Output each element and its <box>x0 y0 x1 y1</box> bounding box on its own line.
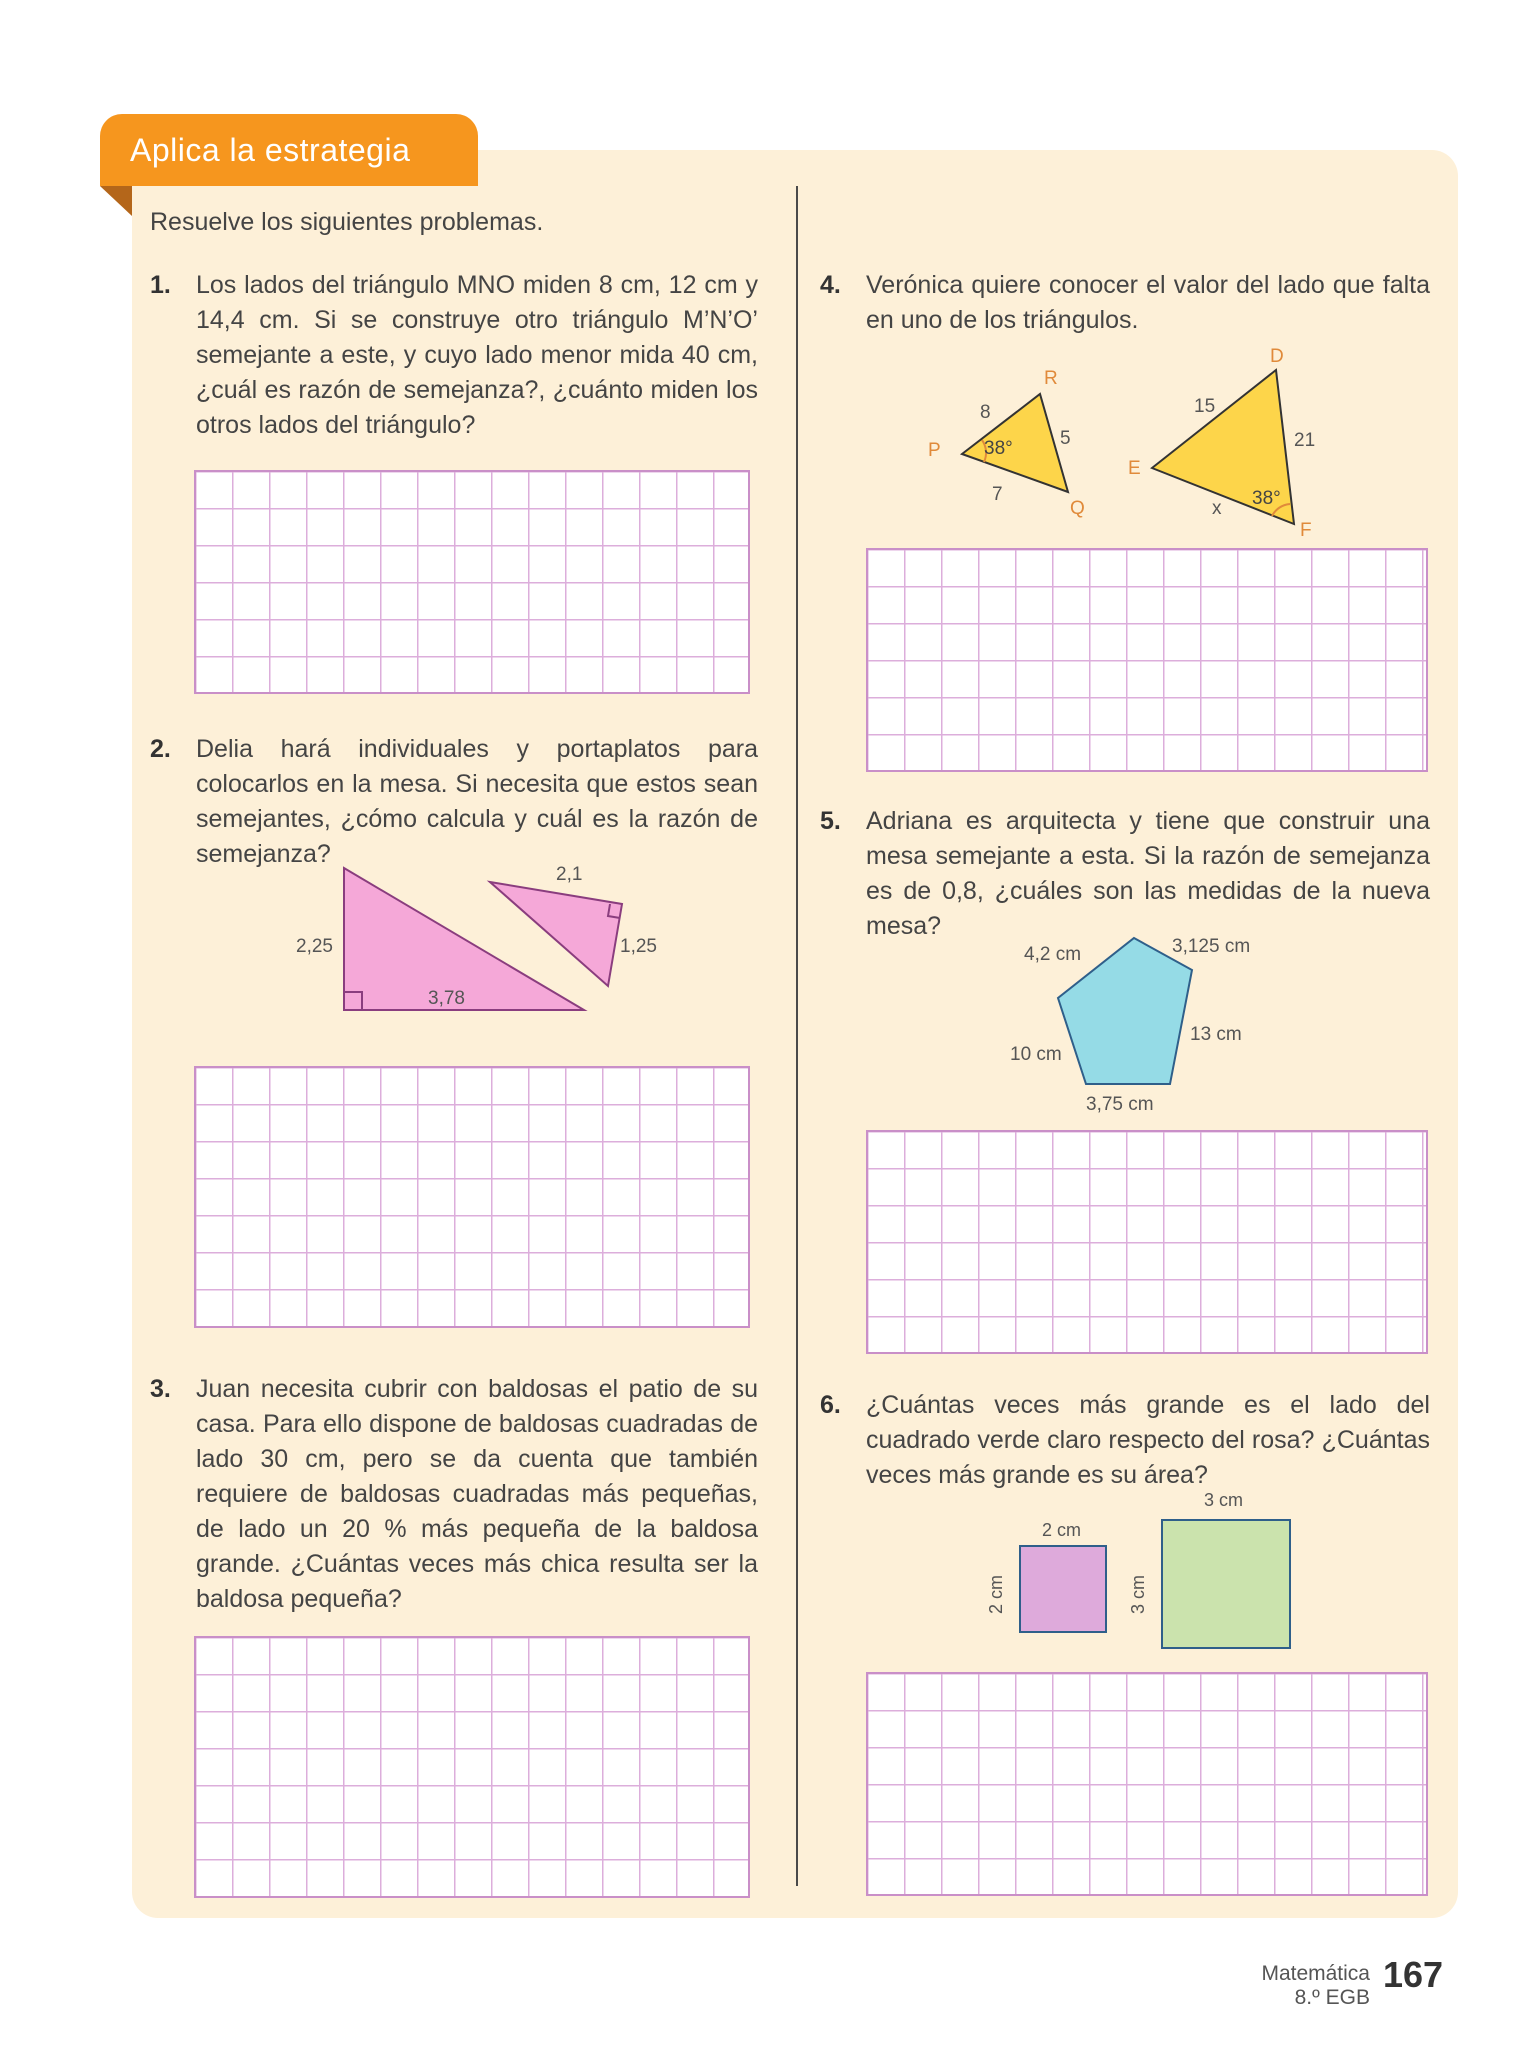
problem-3 <box>150 1372 758 1617</box>
footer-grade: 8.º EGB <box>1294 1986 1370 2009</box>
answer-grid-5[interactable] <box>866 1130 1428 1354</box>
answer-grid-4[interactable] <box>866 548 1428 772</box>
label-pq: 7 <box>992 484 1003 505</box>
problem-6 <box>820 1388 1430 1493</box>
problem-number: 2. <box>150 735 171 763</box>
figure-squares <box>980 1488 1320 1658</box>
figure-similar-triangles <box>918 344 1338 544</box>
problem-4 <box>820 268 1430 338</box>
problem-1 <box>150 268 758 443</box>
problem-text: Delia hará individuales y portaplatos para colocarlos en la mesa. Si necesita que estos sean semejantes, ¿cómo calcula y cuál es la razón de semejanza? <box>196 735 758 868</box>
answer-grid-6[interactable] <box>866 1672 1428 1896</box>
section-tab-fold <box>100 186 132 216</box>
label-pink-side: 2 cm <box>986 1574 1006 1614</box>
problem-text: Verónica quiere conocer el valor del lado que falta en uno de los triángulos. <box>866 271 1430 334</box>
label-e: E <box>1128 458 1141 479</box>
label-big-left: 2,25 <box>296 936 333 957</box>
label-ed: 15 <box>1194 396 1216 417</box>
figure-right-triangles <box>290 860 657 1020</box>
problem-number: 6. <box>820 1391 841 1419</box>
label-f: F <box>1300 520 1312 541</box>
label-pink-top: 2 cm <box>1042 1520 1082 1540</box>
problem-text: Juan necesita cubrir con baldosas el patio de su casa. Para ello dispone de baldosas cuadradas de lado 30 cm, pero se da cuenta que también requiere de baldosas cuadradas más pequeñas, de lado un 20 % más pequeña de la baldosa grande. ¿Cuántas veces más chica resulta ser la baldosa pequeña? <box>196 1375 758 1613</box>
pink-square <box>1020 1546 1106 1632</box>
triangle-pqr <box>962 394 1068 492</box>
answer-grid-3[interactable] <box>194 1636 750 1898</box>
label-green-side: 3 cm <box>1128 1574 1148 1614</box>
label-top-right: 3,125 cm <box>1172 936 1251 957</box>
label-d: D <box>1270 346 1284 367</box>
label-rq: 5 <box>1060 428 1071 449</box>
label-q: Q <box>1070 498 1085 519</box>
label-green-top: 3 cm <box>1204 1490 1244 1510</box>
label-df: 21 <box>1294 430 1316 451</box>
answer-grid-2[interactable] <box>194 1066 750 1328</box>
label-small-right: 1,25 <box>620 936 657 957</box>
label-angle-f: 38° <box>1252 488 1281 509</box>
label-left: 10 cm <box>1010 1044 1062 1065</box>
page-number: 167 <box>1383 1954 1444 1995</box>
label-bottom: 3,75 cm <box>1086 1094 1154 1115</box>
label-p: P <box>928 440 941 461</box>
section-title: Aplica la estrategia <box>130 132 411 168</box>
label-pr: 8 <box>980 402 991 423</box>
label-big-bottom: 3,78 <box>428 988 465 1009</box>
label-top-left: 4,2 cm <box>1024 944 1082 965</box>
figure-pentagon <box>1000 920 1300 1120</box>
problem-number: 3. <box>150 1375 171 1403</box>
green-square <box>1162 1520 1290 1648</box>
label-small-top: 2,1 <box>556 864 583 885</box>
label-r: R <box>1044 368 1058 389</box>
label-ef: x <box>1212 498 1222 519</box>
column-divider <box>796 186 798 1886</box>
intro-text: Resuelve los siguientes problemas. <box>150 208 544 236</box>
label-angle-p: 38° <box>984 438 1013 459</box>
problem-text: Adriana es arquitecta y tiene que construir una mesa semejante a esta. Si la razón de semejanza es de 0,8, ¿cuáles son las medidas de la nueva mesa? <box>866 807 1430 940</box>
problem-number: 4. <box>820 271 841 299</box>
label-right: 13 cm <box>1190 1024 1242 1045</box>
problem-text: Los lados del triángulo MNO miden 8 cm, 12 cm y 14,4 cm. Si se construye otro triángulo M’N’O’ semejante a este, y cuyo lado menor mida 40 cm, ¿cuál es razón de semejanza?, ¿cuánto miden los otros lados del triángulo? <box>196 271 758 439</box>
footer-subject: Matemática <box>1261 1962 1370 1985</box>
problem-number: 1. <box>150 271 171 299</box>
problem-text: ¿Cuántas veces más grande es el lado del cuadrado verde claro respecto del rosa? ¿Cuántas veces más grande es su área? <box>866 1391 1430 1489</box>
answer-grid-1[interactable] <box>194 470 750 694</box>
problem-2 <box>150 732 758 872</box>
problem-number: 5. <box>820 807 841 835</box>
